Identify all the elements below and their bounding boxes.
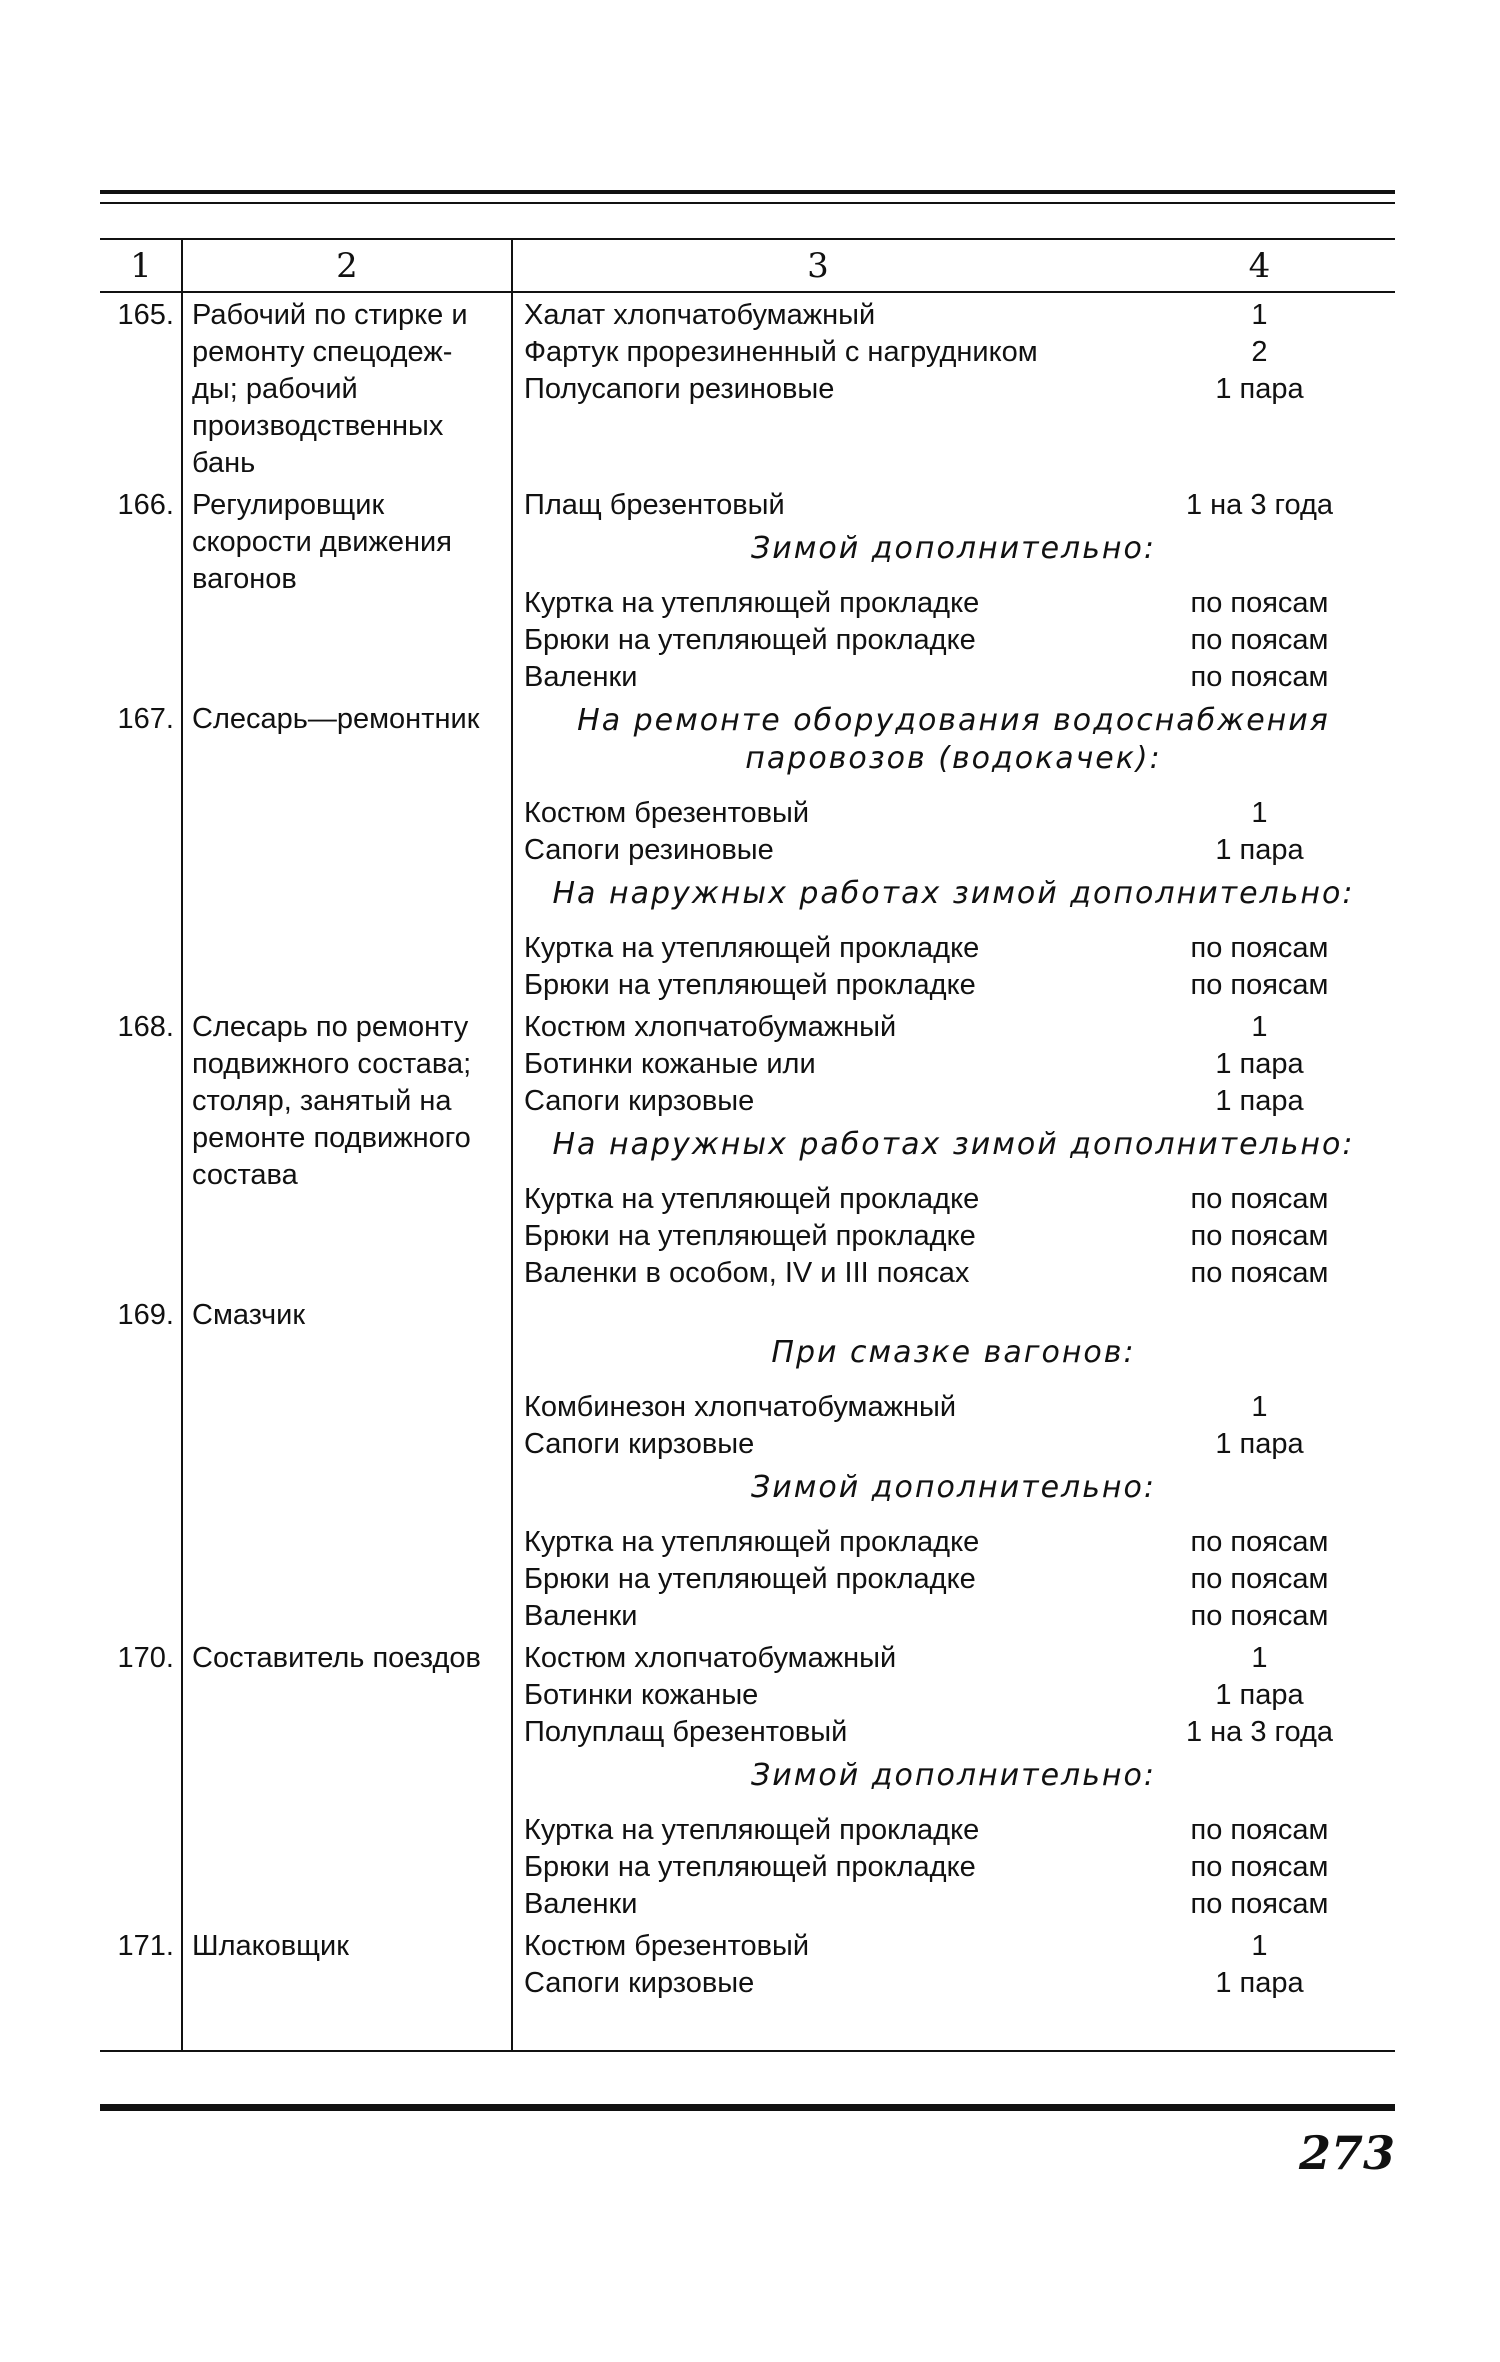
item-name: Сапоги кирзовые	[524, 1967, 755, 1999]
item-qty: 1 пара	[1215, 373, 1304, 405]
item-qty: по поясам	[1190, 1814, 1329, 1846]
items-cell	[512, 790, 1124, 869]
item-row	[100, 1923, 1395, 2002]
item-name: Брюки на утепляющей прокладке	[524, 1851, 976, 1883]
item-qty: 1	[1251, 1011, 1268, 1043]
season-note: Зимой дополнительно:	[751, 1470, 1156, 1505]
item-name: Плащ брезентовый	[524, 489, 785, 521]
qty-cell	[1124, 1004, 1395, 1120]
job-line: столяр, занятый на	[192, 1085, 452, 1117]
item-name: Брюки на утепляющей прокладке	[524, 1220, 976, 1252]
item-name: Ботинки кожаные	[524, 1679, 759, 1711]
item-name: Костюм брезентовый	[524, 1930, 810, 1962]
item-name: Костюм брезентовый	[524, 797, 810, 829]
qty-cell	[1124, 925, 1395, 1004]
season-note: Зимой дополнительно:	[751, 1758, 1156, 1793]
item-name: Полуплащ брезентовый	[524, 1716, 848, 1748]
item-qty: 1	[1251, 1930, 1268, 1962]
item-qty: 1	[1251, 1391, 1268, 1423]
row-number: 168.	[117, 1011, 174, 1043]
item-name: Валенки	[524, 1888, 638, 1920]
job-line: бань	[192, 447, 256, 479]
item-qty: 1	[1251, 797, 1268, 829]
item-name: Куртка на утепляющей прокладке	[524, 587, 980, 619]
col-header-1: 1	[130, 246, 152, 286]
job-line: Составитель поездов	[192, 1642, 481, 1674]
top-rule-thin	[100, 202, 1395, 204]
job-line: Регулировщик	[192, 489, 385, 521]
table-body	[100, 292, 1395, 2038]
job-title	[182, 1004, 512, 1292]
item-qty: по поясам	[1190, 624, 1329, 656]
season-note: На наружных работах зимой дополнительно:	[552, 876, 1355, 911]
items-cell	[512, 1384, 1124, 1463]
item-qty: по поясам	[1190, 661, 1329, 693]
item-name: Сапоги кирзовые	[524, 1085, 755, 1117]
qty-cell	[1124, 1176, 1395, 1292]
qty-cell	[1124, 1384, 1395, 1463]
note-line: паровозов (водокачек):	[745, 741, 1162, 776]
qty-cell	[1124, 790, 1395, 869]
item-name: Костюм хлопчатобумажный	[524, 1642, 897, 1674]
item-name: Брюки на утепляющей прокладке	[524, 624, 976, 656]
item-qty: 1 на 3 года	[1185, 1716, 1334, 1748]
row-number: 170.	[117, 1642, 174, 1674]
items-cell	[512, 482, 1124, 524]
item-qty: по поясам	[1190, 1851, 1329, 1883]
col-header-2: 2	[336, 246, 358, 286]
item-name: Валенки	[524, 661, 638, 693]
season-note: При смазке вагонов:	[771, 1335, 1136, 1370]
job-title	[182, 1635, 512, 1923]
row-number: 165.	[117, 299, 174, 331]
job-line: скорости движения	[192, 526, 452, 558]
job-line: ды; рабочий	[192, 373, 358, 405]
item-name: Полусапоги резиновые	[524, 373, 835, 405]
season-note: Зимой дополнительно:	[751, 531, 1156, 566]
qty-cell	[1124, 580, 1395, 696]
clothing-norms-table	[100, 240, 1395, 2038]
item-qty: по поясам	[1190, 1526, 1329, 1558]
qty-cell	[1124, 1807, 1395, 1923]
item-name: Фартук прорезиненный с нагрудником	[524, 336, 1038, 368]
note-line: На ремонте оборудования водоснабжения	[577, 703, 1330, 738]
item-qty: по поясам	[1190, 1220, 1329, 1252]
item-row	[100, 1004, 1395, 1120]
job-line: состава	[192, 1159, 298, 1191]
items-cell	[512, 1807, 1124, 1923]
items-cell	[512, 1176, 1124, 1292]
header-row	[100, 240, 1395, 292]
col-header-3: 3	[807, 246, 829, 286]
table-bottom-line	[100, 2050, 1395, 2052]
job-line: ремонту спецодеж-	[192, 336, 453, 368]
qty-cell	[1124, 1519, 1395, 1635]
item-qty: по поясам	[1190, 969, 1329, 1001]
items-cell	[512, 1519, 1124, 1635]
item-qty: 1 на 3 года	[1185, 489, 1334, 521]
row-number: 169.	[117, 1299, 174, 1331]
qty-cell	[1124, 292, 1395, 482]
job-title	[182, 696, 512, 1004]
item-qty: по поясам	[1190, 1888, 1329, 1920]
season-note: На наружных работах зимой дополнительно:	[552, 1127, 1355, 1162]
item-qty: 1 пара	[1215, 1428, 1304, 1460]
job-line: вагонов	[192, 563, 297, 595]
spacer	[512, 1292, 1395, 1328]
item-qty: 2	[1251, 336, 1268, 368]
spacer	[100, 2002, 1395, 2038]
item-name: Валенки	[524, 1600, 638, 1632]
item-name: Халат хлопчатобумажный	[524, 299, 876, 331]
item-row	[100, 1635, 1395, 1751]
item-qty: 1 пара	[1215, 1048, 1304, 1080]
job-line: подвижного состава;	[192, 1048, 472, 1080]
item-name: Ботинки кожаные или	[524, 1048, 816, 1080]
top-rule-thick	[100, 190, 1395, 194]
items-cell	[512, 1004, 1124, 1120]
item-row	[100, 292, 1395, 482]
qty-cell	[1124, 1635, 1395, 1751]
row-number: 166.	[117, 489, 174, 521]
item-name: Куртка на утепляющей прокладке	[524, 932, 980, 964]
item-qty: по поясам	[1190, 1563, 1329, 1595]
items-cell	[512, 925, 1124, 1004]
item-name: Куртка на утепляющей прокладке	[524, 1814, 980, 1846]
item-qty: по поясам	[1190, 587, 1329, 619]
item-name: Сапоги резиновые	[524, 834, 774, 866]
job-line: производственных	[192, 410, 444, 442]
job-line: Шлаковщик	[192, 1930, 349, 1962]
item-qty: 1	[1251, 299, 1268, 331]
items-cell	[512, 292, 1124, 482]
job-line: Слесарь—ремонтник	[192, 703, 480, 735]
job-title	[182, 1292, 512, 1635]
qty-cell	[1124, 482, 1395, 524]
job-line: Слесарь по ремонту	[192, 1011, 469, 1043]
item-qty: 1 пара	[1215, 1967, 1304, 1999]
col-header-4: 4	[1248, 246, 1271, 286]
qty-cell	[1124, 1923, 1395, 2002]
table-end-space	[100, 2002, 1395, 2038]
note-row	[100, 696, 1395, 790]
items-cell	[512, 580, 1124, 696]
job-line: Смазчик	[192, 1299, 306, 1331]
item-row	[100, 482, 1395, 524]
item-qty: 1 пара	[1215, 834, 1304, 866]
season-note	[512, 696, 1395, 790]
item-name: Комбинезон хлопчатобумажный	[524, 1391, 957, 1423]
item-name: Брюки на утепляющей прокладке	[524, 969, 976, 1001]
job-title	[182, 482, 512, 696]
item-qty: по поясам	[1190, 1257, 1329, 1289]
item-name: Куртка на утепляющей прокладке	[524, 1183, 980, 1215]
item-name: Сапоги кирзовые	[524, 1428, 755, 1460]
item-name: Валенки в особом, IV и III поясах	[524, 1257, 970, 1289]
page-number: 273	[1298, 2126, 1395, 2180]
item-name: Куртка на утепляющей прокладке	[524, 1526, 980, 1558]
item-qty: 1 пара	[1215, 1679, 1304, 1711]
item-name: Костюм хлопчатобумажный	[524, 1011, 897, 1043]
items-cell	[512, 1923, 1124, 2002]
item-qty: по поясам	[1190, 932, 1329, 964]
row-number: 167.	[117, 703, 174, 735]
spacer-row	[100, 1292, 1395, 1328]
job-line: ремонте подвижного	[192, 1122, 471, 1154]
item-qty: 1	[1251, 1642, 1268, 1674]
item-qty: по поясам	[1190, 1183, 1329, 1215]
items-cell	[512, 1635, 1124, 1751]
job-title	[182, 292, 512, 482]
item-name: Брюки на утепляющей прокладке	[524, 1563, 976, 1595]
row-number: 171.	[117, 1930, 174, 1962]
item-qty: 1 пара	[1215, 1085, 1304, 1117]
job-line: Рабочий по стирке и	[192, 299, 468, 331]
bottom-rule-thick	[100, 2104, 1395, 2111]
job-title	[182, 1923, 512, 2002]
item-qty: по поясам	[1190, 1600, 1329, 1632]
